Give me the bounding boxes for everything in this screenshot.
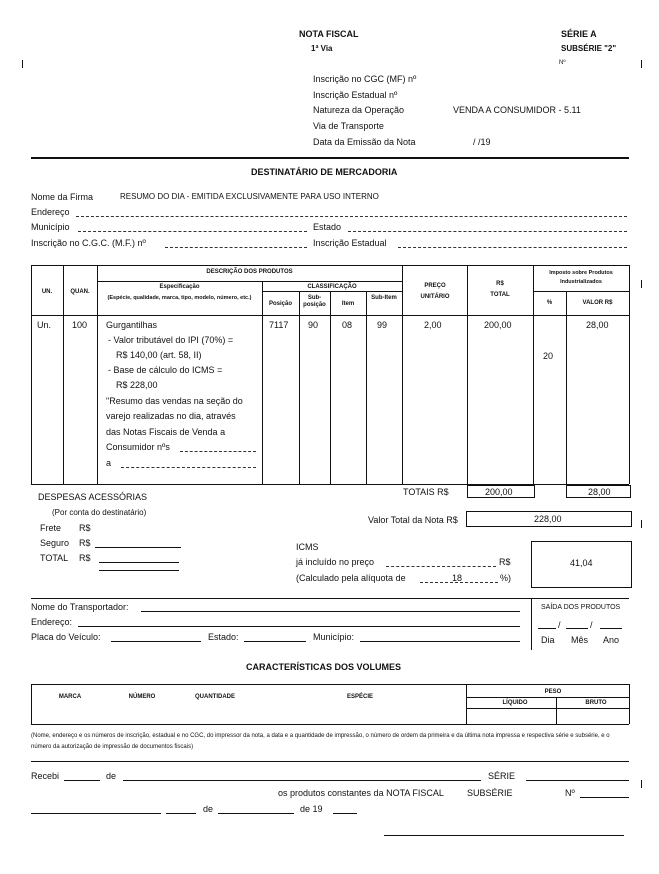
recibo-de-field[interactable] [123,780,481,781]
col-item-header: Item [341,301,355,307]
desc-line: - Valor tributável do IPI (70%) = [108,335,234,345]
row-produto: Gurgantilhas [106,320,158,330]
col-ipi-header: Imposto sobre Produtos Industrializados [549,270,613,285]
recibo-numero-field[interactable] [580,797,629,798]
margin-mark [641,60,642,68]
nota-fiscal-title: NOTA FISCAL [299,29,359,39]
col-quan-header: QUAN. [70,289,90,295]
placa-label: Placa do Veículo: [31,632,101,642]
municipio-field[interactable] [78,231,307,232]
volumes-peso-header: PESO [544,689,562,695]
volumes-numero-header: NÚMERO [128,694,156,700]
col-posicao-header: Posição [268,301,292,307]
row-subposicao: 90 [308,320,319,330]
recibo-de2-label: de [203,804,214,814]
icms-incluido-label: já incluído no preço [296,557,375,567]
totais-ipi-value: 28,00 [588,487,611,497]
recibo-numero-label: Nº [565,788,575,798]
desc-line: "Resumo das vendas na seção do [106,396,243,406]
via-label: 1ª Via [311,44,333,53]
desc-line: - Base de cálculo do ICMS = [108,365,223,375]
total-despesas-currency: R$ [79,553,91,563]
row-un: Un. [37,320,52,330]
transportador-estado-label: Estado: [208,632,239,642]
row-quan: 100 [72,320,88,330]
saida-label: SAÍDA DOS PRODUTOS [541,604,621,611]
inscricao-estadual-dest-field[interactable] [398,247,627,248]
nota-rodape: (Nome, endereço e os números de inscrição, estadual e no CGC, do impressor da nota, a data e a quantidade de impressão, o número de ordem da primeira e da última nota impressa e respectiva série e subsérie, e o número da autorização de impressão de documentos fiscais) [31,733,610,750]
recibo-assinatura-field[interactable] [384,835,624,836]
col-total-header: TOTAL [490,292,510,298]
seguro-label: Seguro [40,538,70,548]
recibo-produtos-label: os produtos constantes da NOTA FISCAL [278,788,444,798]
icms-aliquota-label: (Calculado pela alíquota de [296,573,406,583]
natureza-label: Natureza da Operação [313,105,405,115]
valor-total-label: Valor Total da Nota R$ [368,515,458,525]
natureza-value[interactable]: VENDA A CONSUMIDOR - 5.11 [453,105,581,115]
subserie-label: SUBSÉRIE "2" [561,44,617,53]
seguro-currency: R$ [79,538,91,548]
desc-line: das Notas Fiscais de Venda a [106,427,226,437]
despesas-subtitle: (Por conta do destinatário) [52,508,147,517]
seguro-field[interactable] [95,547,181,548]
volumes-especie-header: ESPÉCIE [346,694,373,700]
icms-title: ICMS [296,542,319,552]
frete-label: Frete [40,523,62,533]
placa-field[interactable] [111,641,201,642]
row-total: 200,00 [484,320,512,330]
recibo-local-field[interactable] [31,813,161,814]
volumes-quantidade-header: QUANTIDADE [195,694,235,700]
transportador-nome-field[interactable] [141,611,520,612]
endereco-field[interactable] [76,216,627,217]
saida-ano-label: Ano [603,635,620,645]
icms-value: 41,04 [570,558,593,568]
recibo-mes-field[interactable] [218,813,294,814]
volumes-title: CARACTERÍSTICAS DOS VOLUMES [246,662,402,672]
recibo-de19-label: de 19 [300,804,323,814]
col-ipi-valor-header: VALOR R$ [582,300,613,306]
inscricao-cgc-field[interactable] [165,247,307,248]
recibo-subserie-label: SUBSÉRIE [467,788,513,798]
endereco-label: Endereço [31,207,70,217]
volumes-liquido-header: LÍQUIDO [502,700,528,706]
transportador-endereco-label: Endereço: [31,617,73,627]
recibo-dia2-field[interactable] [166,813,196,814]
inscricao-estadual-label: Inscrição Estadual nº [313,90,398,100]
inscricao-estadual-dest-label: Inscrição Estadual [313,238,387,248]
row-ipi-valor: 28,00 [586,320,609,330]
destinatario-title: DESTINATÁRIO DE MERCADORIA [251,167,398,177]
saida-dia-field[interactable] [538,628,556,629]
margin-mark [22,60,23,68]
row-posicao: 7117 [269,320,289,330]
volumes-bruto-header: BRUTO [585,700,607,706]
col-un-header: UN. [41,289,53,295]
row-subitem: 99 [377,320,388,330]
saida-divider [531,598,532,650]
desc-line: Consumidor nºs [106,442,170,452]
icms-incluido-field[interactable] [386,566,496,567]
margin-mark [641,780,642,788]
recibo-recebi-label: Recebi [31,771,60,781]
col-especificacao-header: Especificação [159,284,200,290]
col-preco-header: PREÇO UNITÁRIO [420,283,450,300]
volumes-marca-header: MARCA [58,694,82,700]
serie-label: SÉRIE A [561,29,597,39]
nome-firma-value[interactable]: RESUMO DO DIA - EMITIDA EXCLUSIVAMENTE PARA USO INTERNO [120,192,379,201]
header-divider [31,157,629,159]
data-emissao-label: Data da Emissão da Nota [313,137,416,147]
total-despesas-field[interactable] [99,562,179,563]
desc-line: varejo realizadas no dia, através [106,411,236,421]
margin-mark [641,280,642,288]
transportador-estado-field[interactable] [244,641,306,642]
col-subposicao-header: Sub-posição [303,295,326,308]
total-despesas-label: TOTAL [40,553,69,563]
icms-currency: R$ [499,557,511,567]
transportador-nome-label: Nome do Transportador: [31,602,129,612]
saida-dia-label: Dia [541,635,555,645]
inscricao-cgc-label: Inscrição no C.G.C. (M.F.) nº [31,238,146,248]
nome-firma-label: Nome da Firma [31,192,94,202]
nf-numeros-field[interactable] [180,451,256,452]
total-despesas-underline [99,570,179,571]
cgc-label: Inscrição no CGC (MF) nº [313,74,417,84]
row-item: 08 [342,320,353,330]
saida-mes-field[interactable] [566,628,588,629]
desc-line: R$ 140,00 (art. 58, II) [116,350,202,360]
recibo-serie-label: SÉRIE [488,771,516,781]
col-total-rs: R$ [496,281,504,287]
via-transporte-label: Via de Transporte [313,121,384,131]
municipio-label: Município [31,222,70,232]
desc-line: a [106,458,112,468]
totais-label: TOTAIS R$ [403,487,449,497]
estado-label: Estado [313,222,342,232]
transportador-municipio-field[interactable] [360,641,520,642]
col-ipi-pct-header: % [546,300,553,306]
frete-currency: R$ [79,523,91,533]
row-preco: 2,00 [424,320,442,330]
valor-total-value: 228,00 [534,514,562,524]
icms-pct: %) [500,573,511,583]
recibo-serie-field[interactable] [526,780,629,781]
recibo-divider [31,761,629,762]
recibo-de-label: de [106,771,117,781]
despesas-title: DESPESAS ACESSÓRIAS [38,492,148,502]
col-especificacao-sub: (Espécie, qualidade, marca, tipo, modelo, número, etc.) [107,295,252,301]
saida-mes-label: Mês [571,635,589,645]
recibo-ano-field[interactable] [333,813,357,814]
transportador-divider [31,598,629,599]
col-classificacao-header: CLASSIFICAÇÃO [307,284,357,290]
col-descricao-header: DESCRIÇÃO DOS PRODUTOS [206,269,293,275]
desc-line: R$ 228,00 [116,380,158,390]
icms-aliquota-value: 18 [452,573,463,583]
row-ipi-pct: 20 [543,351,554,361]
recibo-dia-field[interactable] [64,780,100,781]
saida-ano-field[interactable] [600,628,622,629]
margin-mark [641,520,642,528]
transportador-endereco-field[interactable] [78,626,520,627]
numero-label: Nº [559,60,566,66]
totais-value: 200,00 [485,487,513,497]
nf-numeros-ate-field[interactable] [121,467,256,468]
data-emissao-value[interactable]: / /19 [473,137,491,147]
estado-field[interactable] [348,231,627,232]
col-subitem-header: Sub-Item [371,295,397,301]
transportador-municipio-label: Município: [313,632,355,642]
